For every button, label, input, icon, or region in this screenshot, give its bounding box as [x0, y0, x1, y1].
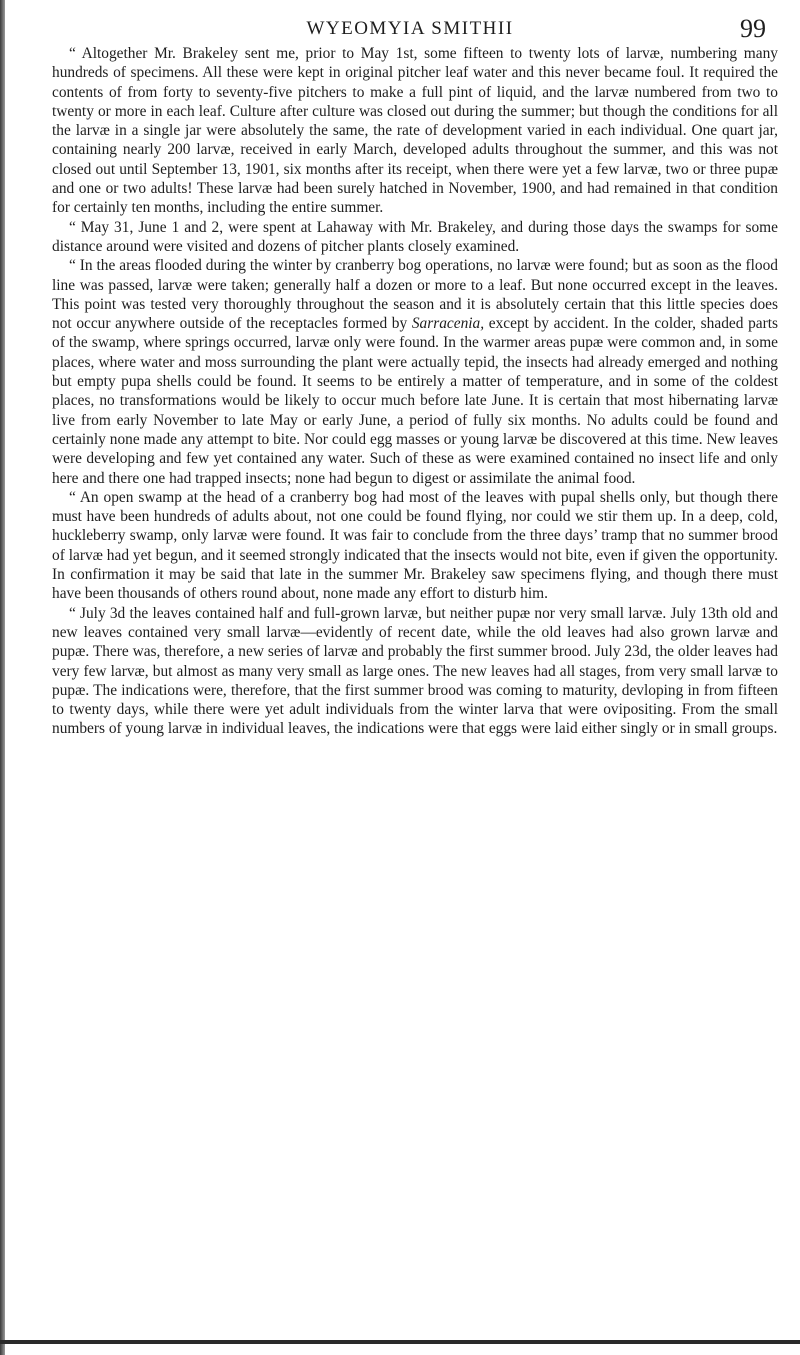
running-title: WYEOMYIA SMITHII — [306, 18, 514, 39]
paragraph-1: “ Altogether Mr. Brakeley sent me, prior to May 1st, some fifteen to twenty lots of larvæ, numbering many hundreds of specimens. All these were kept in original pitcher leaf water and this never became foul. It required the contents of from forty to seventy-five pitchers to make a full pint of liquid, and the larvæ numbered from two to twenty or more in each leaf. Culture after culture was closed out during the summer; but though the conditions for all the larvæ in a single jar were absolutely the same, the rate of development varied in each individual. One quart jar, containing nearly 200 larvæ, received in early March, developed adults throughout the summer, and this was not closed out until September 13, 1901, six months after its receipt, when there were yet a few larvæ, two or three pupæ and one or two adults! These larvæ had been surely hatched in November, 1900, and had remained in that condition for certainly ten months, including the entire summer. — [52, 45, 778, 217]
paragraph-4: “ An open swamp at the head of a cranberry bog had most of the leaves with pupal shells only, but though there must have been hundreds of adults about, not one could be found flying, nor could we stir them up. In a deep, cold, huckleberry swamp, only larvæ were found. It was fair to conclude from the three days’ tramp that no summer brood of larvæ had yet begun, and it seemed strongly indicated that the insects would not bite, even if given the opportunity. In confirmation it may be said that late in the summer Mr. Brakeley saw specimens flying, and though there must have been thousands of others round about, none made any effort to disturb him. — [52, 488, 778, 603]
paragraph-3-text-before: “ In the areas flooded during the winter by cranberry bog operations, no larvæ were found; but as soon as the flood line was passed, larvæ were taken; generally half a dozen or more to a leaf. But none occurred except in the leaves. This point was tested very thoroughly throughout the season and it is absolutely certain that this little species does not occur anywhere outside of the receptacles formed by — [52, 257, 778, 333]
bottom-rule — [0, 1340, 800, 1344]
paragraph-3 — [52, 256, 778, 488]
paragraph-2: “ May 31, June 1 and 2, were spent at Lahaway with Mr. Brakeley, and during those days the swamps for some distance around were visited and dozens of pitcher plants closely examined. — [52, 218, 778, 255]
paragraph-5: “ July 3d the leaves contained half and full-grown larvæ, but neither pupæ nor very small larvæ. July 13th old and new leaves contained very small larvæ—evidently of recent date, while the old leaves had also grown larvæ and pupæ. There was, therefore, a new series of larvæ and probably the first summer brood. July 23d, the older leaves had very few larvæ, but almost as many very small as large ones. The new leaves had all stages, from very small larvæ to pupæ. The indications were, therefore, that the first summer brood was coming to maturity, devloping in from fifteen to twenty days, while there were yet adult individuals from the winter larva that were ovipositing. From the small numbers of young larvæ in individual leaves, the indications were that eggs were laid either singly or in small groups. — [52, 604, 778, 738]
page-header — [40, 14, 780, 46]
italic-genus-name: Sarracenia, — [411, 315, 485, 333]
page-number: 99 — [740, 14, 766, 43]
paragraph-3-text-after: except by accident. In the colder, shaded parts of the swamp, where springs occurred, larvæ only were found. In the warmer areas pupæ were common and, in some places, where water and moss surrounding the plant were actually tepid, the insects had already emerged and nothing but empty pupa shells could be found. It seems to be entirely a matter of temperature, and in some of the coldest places, no transformations would be likely to occur much before late June. It is certain that most hibernating larvæ live from early November to late May or early June, a period of fully six months. No adults could be found and certainly none made any attempt to bite. Nor could egg masses or young larvæ be discovered at this time. New leaves were developing and few yet contained any water. Such of these as were examined contained no insect life and only here and there one had trapped insects; none had begun to digest or assimilate the animal food. — [52, 315, 778, 487]
body-text — [52, 44, 778, 739]
page-binding-edge — [0, 0, 5, 1355]
